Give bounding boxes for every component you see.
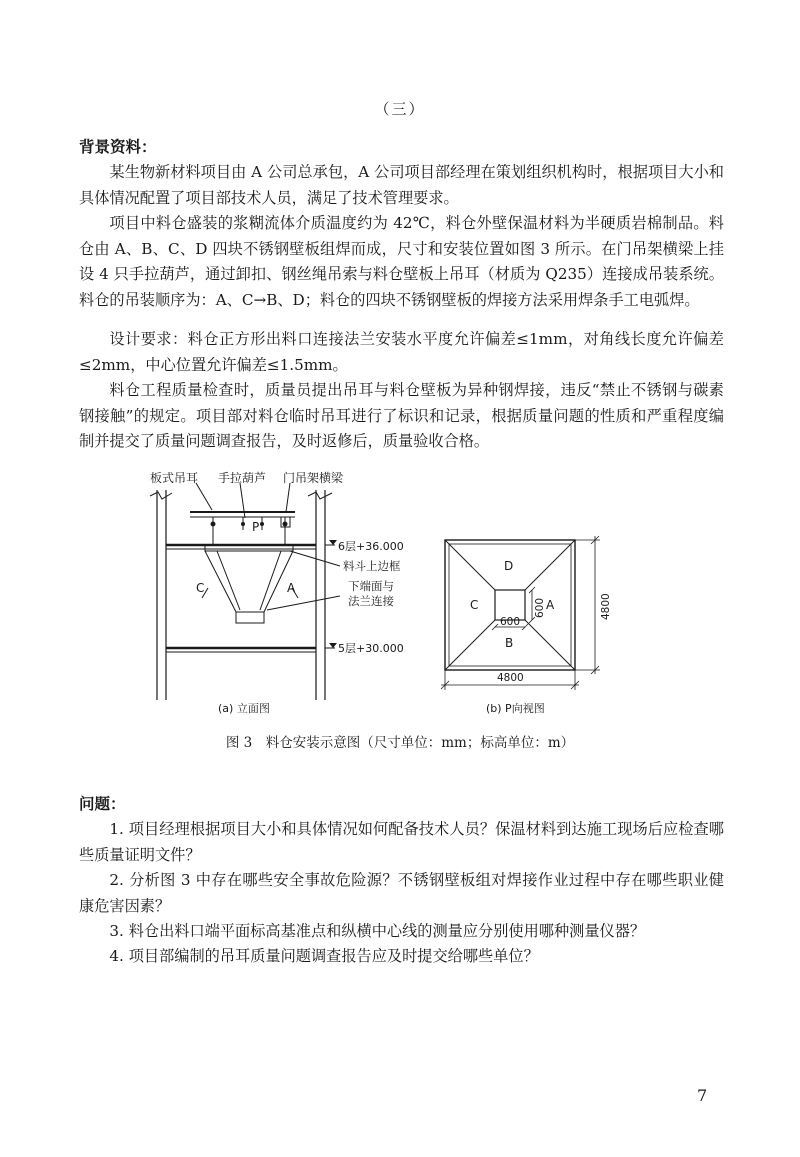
background-paragraph-1: 某生物新材料项目由 A 公司总承包，A 公司项目部经理在策划组织机构时，根据项目大小和具体情况配置了项目部技术人员，满足了技术管理要求。 (79, 163, 724, 207)
plan-label-b: B (505, 636, 514, 650)
label-flange-line1: 下端面与 (348, 579, 394, 593)
question-2: 2. 分析图 3 中存在哪些安全事故危险源？不锈钢壁板组对焊接作业过程中存在哪些职业健康危害因素？ (79, 871, 724, 915)
label-flange-line2: 法兰连接 (348, 594, 394, 608)
subcaption-plan: (b) P向视图 (486, 702, 545, 715)
page-number: 7 (697, 1086, 708, 1105)
plan-dim-600-vertical: 600 (534, 597, 546, 618)
label-p: P (252, 520, 260, 534)
plan-dim-4800-horizontal: 4800 (497, 672, 524, 684)
plan-dim-600-horizontal: 600 (500, 616, 521, 628)
question-4: 4. 项目部编制的吊耳质量问题调查报告应及时提交给哪些单位？ (109, 947, 539, 965)
label-chain-hoist: 手拉葫芦 (218, 471, 267, 485)
plan-label-c: C (470, 598, 479, 612)
plan-label-a: A (546, 598, 555, 612)
subcaption-elevation: (a) 立面图 (218, 702, 270, 715)
plan-dim-4800-vertical: 4800 (600, 593, 612, 620)
elevation-top: 6层+36.000 (338, 540, 404, 553)
background-heading: 背景资料： (79, 138, 157, 156)
figure-caption: 图 3 料仓安装示意图（尺寸单位：mm；标高单位：m） (225, 735, 575, 751)
elevation-drawing (150, 483, 340, 700)
label-hopper-frame: 料斗上边框 (343, 559, 401, 573)
label-lifting-lug: 板式吊耳 (150, 471, 199, 485)
question-3: 3. 料仓出料口端平面标高基准点和纵横中心线的测量应分别使用哪种测量仪器？ (109, 922, 646, 940)
label-plate-a: A (287, 581, 296, 595)
label-gantry-beam: 门吊架横梁 (283, 471, 344, 485)
questions-heading: 问题： (79, 795, 126, 813)
background-paragraph-4: 料仓工程质量检查时，质量员提出吊耳与料仓壁板为异种钢焊接，违反“禁止不锈钢与碳素钢接触”的规定。项目部对料仓临时吊耳进行了标识和记录，根据质量问题的性质和严重程度编制并提交了质量问题调查报告，及时返修后，质量验收合格。 (79, 381, 724, 451)
section-title: （三） (374, 100, 426, 118)
label-plate-c: C (196, 581, 205, 595)
background-paragraph-2: 项目中料仓盛装的浆糊流体介质温度约为 42℃，料仓外壁保温材料为半硬质岩棉制品。料仓由 A、B、C、D 四块不锈钢壁板组焊而成，尺寸和安装位置如图 3 所示。在门吊架横梁上挂设 4 只手拉葫芦，通过卸扣、钢丝绳吊索与料仓壁板上吊耳（材质为 Q235）连接成吊装系统。料仓的吊装顺序为：A、C→B、D；料仓的四块不锈钢壁板的焊接方法采用焊条手工电弧焊。 (79, 214, 724, 309)
plan-label-d: D (504, 559, 514, 573)
background-paragraph-3: 设计要求：料仓正方形出料口连接法兰安装水平度允许偏差≤1mm，对角线长度允许偏差≤2mm，中心位置允许偏差≤1.5mm。 (79, 330, 724, 374)
question-1: 1. 项目经理根据项目大小和具体情况如何配备技术人员？保温材料到达施工现场后应检查哪些质量证明文件？ (79, 820, 724, 864)
elevation-bottom: 5层+30.000 (338, 642, 404, 655)
plan-drawing (441, 536, 600, 690)
